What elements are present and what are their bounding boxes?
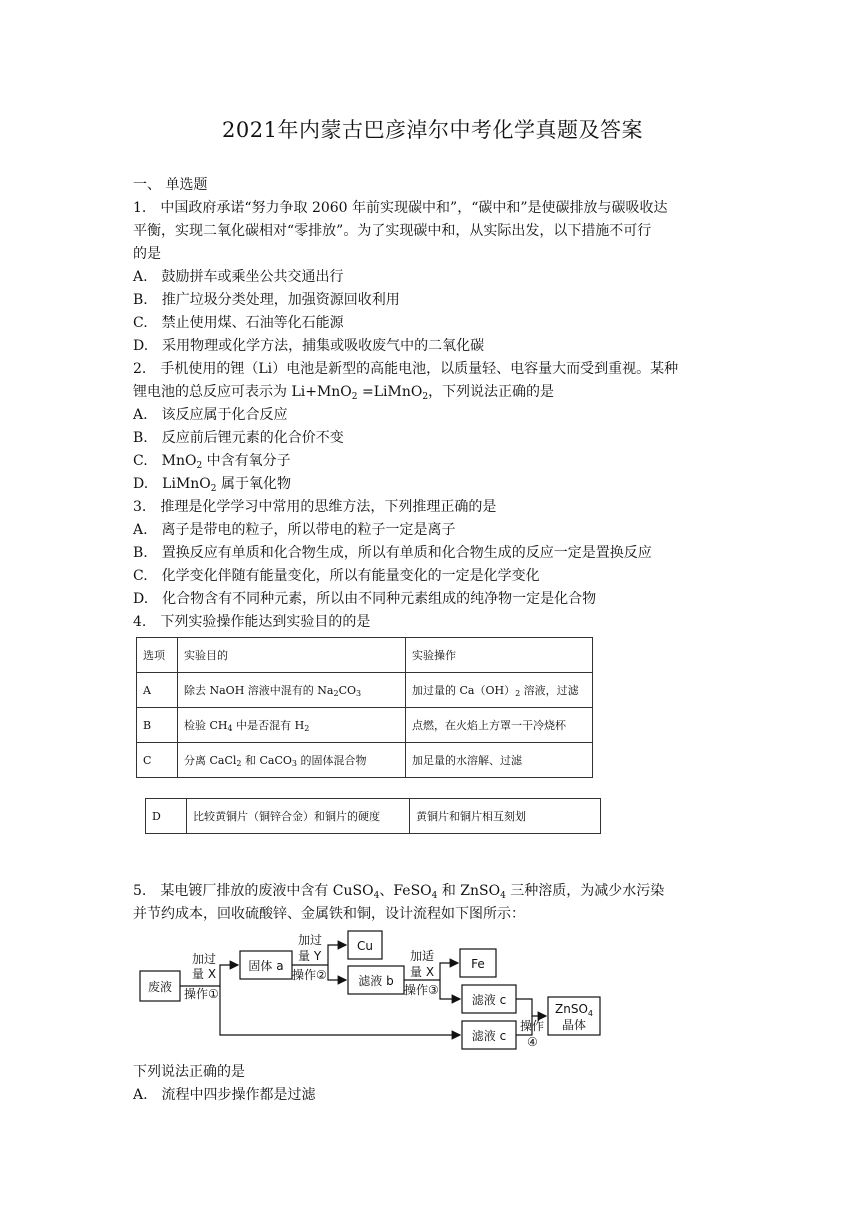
q4-line-1: 4. 下列实验操作能达到实验目的的是 bbox=[133, 614, 371, 630]
label-filtrate-c1: 滤液 c bbox=[471, 993, 507, 1007]
q5-option-a: A. 流程中四步操作都是过滤 bbox=[133, 1087, 316, 1103]
step3-label-2: 量 X bbox=[410, 965, 435, 979]
label-filtrate-b: 滤液 b bbox=[358, 974, 394, 988]
table-header-cell: 实验目的 bbox=[178, 638, 406, 673]
table-cell: 比较黄铜片（铜锌合金）和铜片的硬度 bbox=[187, 799, 410, 834]
label-znso4: ZnSO$_4$ bbox=[555, 1002, 593, 1018]
table-header-cell: 选项 bbox=[137, 638, 178, 673]
q2-option-a: A. 该反应属于化合反应 bbox=[133, 407, 288, 423]
q5-line-1: 5. 某电镀厂排放的废液中含有 CuSO$_4$、FeSO$_4$ 和 ZnSO$_4$ 三种溶质，为减少水污染 bbox=[133, 883, 665, 901]
step2-label-3: 操作② bbox=[292, 968, 327, 982]
table-cell: A bbox=[137, 673, 178, 708]
q1-option-d: D. 采用物理或化学方法，捕集或吸收废气中的二氧化碳 bbox=[133, 338, 485, 354]
label-fe: Fe bbox=[471, 957, 485, 971]
table-cell: 加足量的水溶解、过滤 bbox=[406, 743, 593, 778]
q3-line-1: 3. 推理是化学学习中常用的思维方法，下列推理正确的是 bbox=[133, 499, 497, 515]
q1-option-a: A. 鼓励拼车或乘坐公共交通出行 bbox=[133, 269, 344, 285]
table-cell: 加过量的 Ca（OH）2 溶液，过滤 bbox=[406, 673, 593, 708]
label-solid-a: 固体 a bbox=[248, 959, 284, 973]
q5-line-2: 并节约成本，回收硫酸锌、金属铁和铜，设计流程如下图所示： bbox=[133, 906, 525, 922]
table-cell: B bbox=[137, 708, 178, 743]
table-cell: 分离 CaCl2 和 CaCO3 的固体混合物 bbox=[178, 743, 406, 778]
q1-line-2: 平衡，实现二氧化碳相对“零排放”。为了实现碳中和，从实际出发，以下措施不可行 bbox=[133, 223, 652, 239]
q1-line-3: 的是 bbox=[133, 246, 161, 262]
table-cell: C bbox=[137, 743, 178, 778]
label-cu: Cu bbox=[357, 939, 373, 953]
q1-option-c: C. 禁止使用煤、石油等化石能源 bbox=[133, 315, 344, 331]
table-cell: 检验 CH4 中是否混有 H2 bbox=[178, 708, 406, 743]
q1-option-b: B. 推广垃圾分类处理，加强资源回收利用 bbox=[133, 292, 400, 308]
step3-label-1: 加适 bbox=[410, 949, 435, 963]
q2-option-c: C. MnO$_2$ 中含有氧分子 bbox=[133, 453, 291, 471]
q2-line-1: 2. 手机使用的锂（Li）电池是新型的高能电池，以质量轻、电容量大而受到重视。某种 bbox=[133, 361, 679, 377]
table-cell: 点燃，在火焰上方罩一干冷烧杯 bbox=[406, 708, 593, 743]
step4-label-2: ④ bbox=[527, 1035, 538, 1049]
step2-label-2: 量 Y bbox=[298, 949, 322, 963]
q3-option-d: D. 化合物含有不同种元素，所以由不同种元素组成的纯净物一定是化合物 bbox=[133, 591, 597, 607]
step1-label-3: 操作① bbox=[184, 987, 219, 1001]
q2-option-b: B. 反应前后锂元素的化合价不变 bbox=[133, 430, 344, 446]
step1-label-2: 量 X bbox=[192, 967, 217, 981]
q3-option-c: C. 化学变化伴随有能量变化，所以有能量变化的一定是化学变化 bbox=[133, 568, 540, 584]
label-waste: 废液 bbox=[147, 980, 173, 994]
label-filtrate-c2: 滤液 c bbox=[471, 1029, 507, 1043]
table-cell: 黄铜片和铜片相互刻划 bbox=[410, 799, 601, 834]
document-title: 2021年内蒙古巴彦淖尔中考化学真题及答案 bbox=[222, 118, 643, 142]
q2-line-2: 锂电池的总反应可表示为 Li+MnO$_2$ =LiMnO$_2$，下列说法正确的是 bbox=[133, 384, 555, 402]
q3-option-b: B. 置换反应有单质和化合物生成，所以有单质和化合物生成的反应一定是置换反应 bbox=[133, 545, 652, 561]
table-header-cell: 实验操作 bbox=[406, 638, 593, 673]
q3-option-a: A. 离子是带电的粒子，所以带电的粒子一定是离子 bbox=[133, 522, 456, 538]
q5-after-text: 下列说法正确的是 bbox=[133, 1064, 245, 1080]
label-crystal: 晶体 bbox=[561, 1018, 587, 1032]
step4-label-1: 操作 bbox=[520, 1019, 545, 1033]
table-cell: D bbox=[146, 799, 187, 834]
step1-label-1: 加过 bbox=[192, 952, 217, 966]
q2-option-d: D. LiMnO$_2$ 属于氧化物 bbox=[133, 476, 291, 494]
q1-line-1: 1. 中国政府承诺“努力争取 2060 年前实现碳中和”，“碳中和”是使碳排放与碳吸收达 bbox=[133, 200, 668, 216]
step3-label-3: 操作③ bbox=[404, 983, 439, 997]
table-cell: 除去 NaOH 溶液中混有的 Na2CO3 bbox=[178, 673, 406, 708]
section-heading: 一、 单选题 bbox=[133, 177, 208, 193]
step2-label-1: 加过 bbox=[298, 933, 323, 947]
